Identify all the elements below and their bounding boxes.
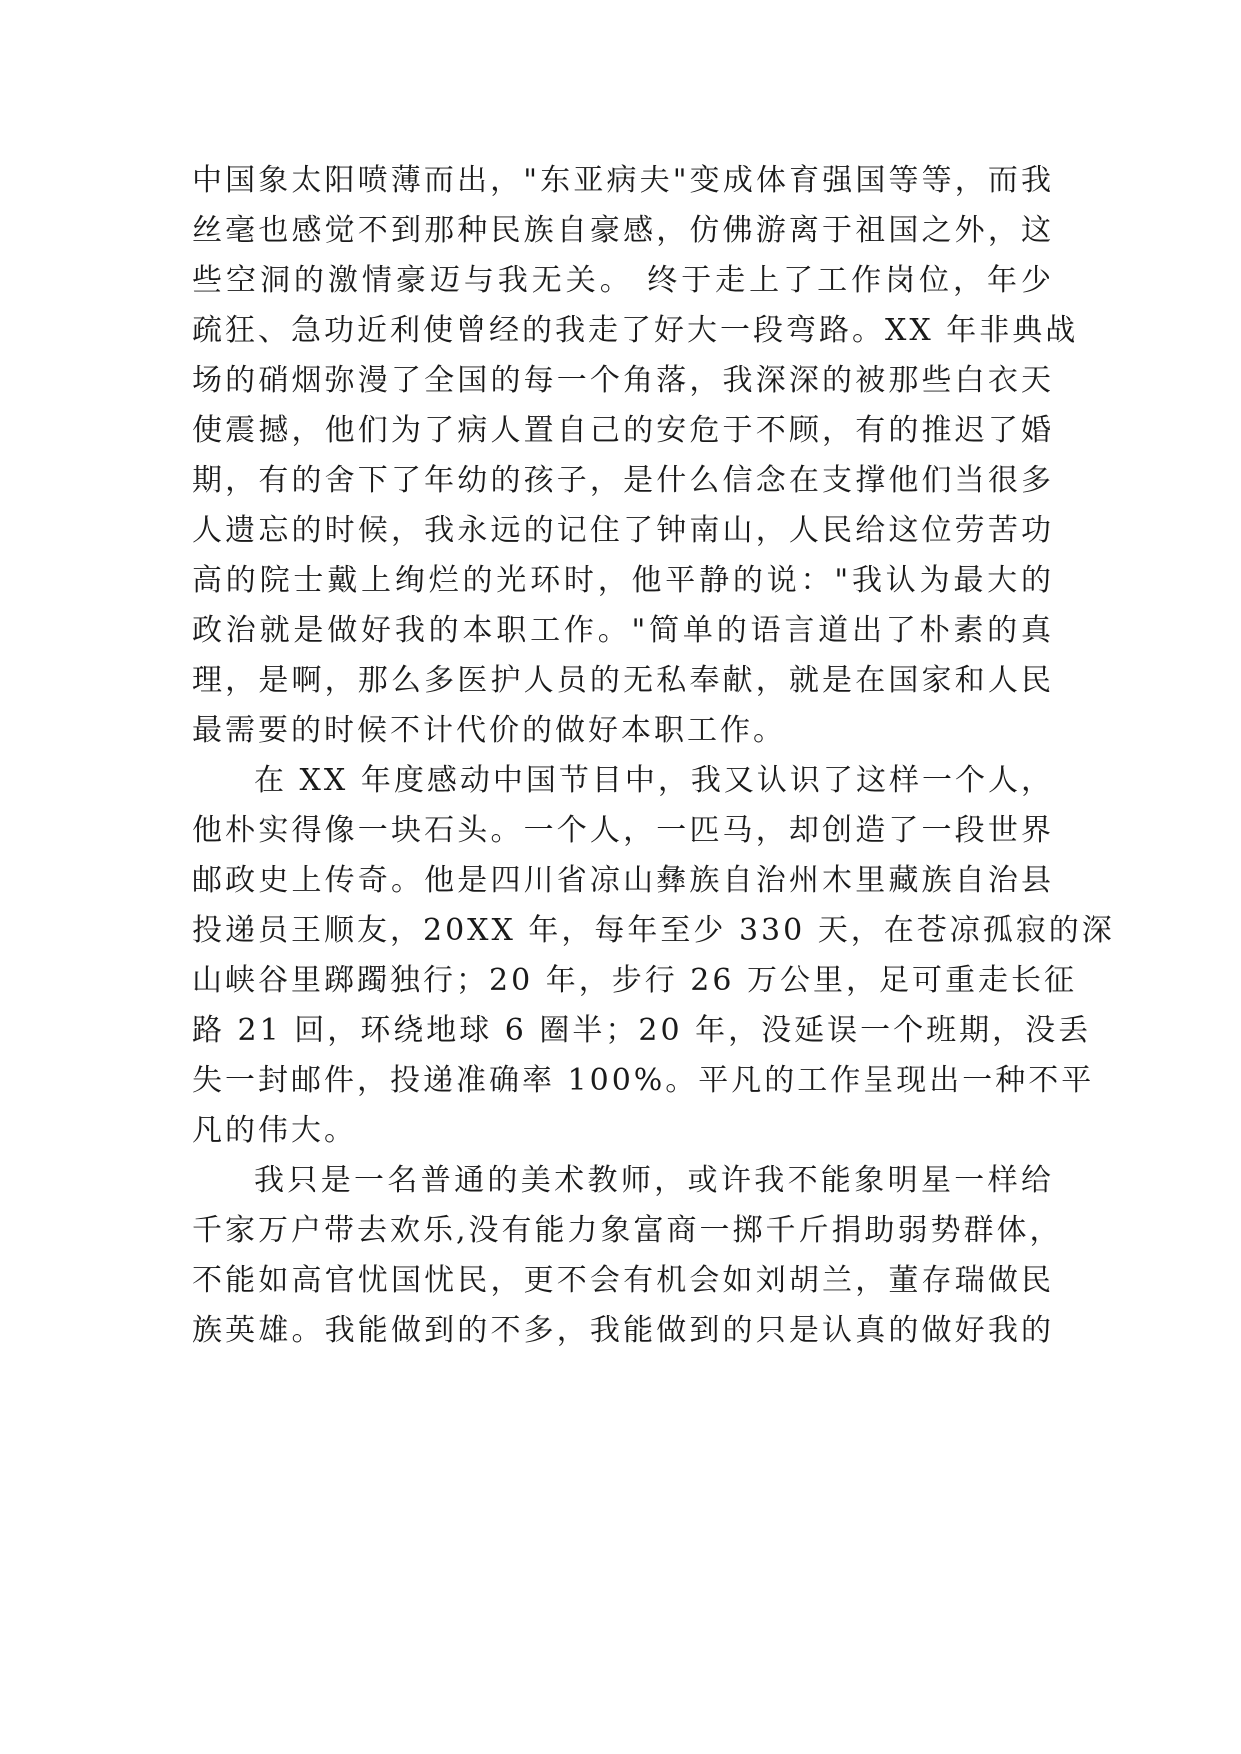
paragraph-3 <box>192 1156 1063 1356</box>
text-line: 理，是啊，那么多医护人员的无私奉献，就是在国家和人民 <box>192 663 1054 698</box>
text-line: 疏狂、急功近利使曾经的我走了好大一段弯路。XX 年非典战 <box>192 313 1079 348</box>
text-line: 场的硝烟弥漫了全国的每一个角落，我深深的被那些白衣天 <box>192 363 1054 398</box>
text-line: 最需要的时候不计代价的做好本职工作。 <box>192 713 786 748</box>
text-line: 丝毫也感觉不到那种民族自豪感，仿佛游离于祖国之外，这 <box>192 213 1054 248</box>
text-line: 中国象太阳喷薄而出，"东亚病夫"变成体育强国等等，而我 <box>192 163 1054 198</box>
paragraph-2 <box>192 756 1115 1156</box>
text-line: 高的院士戴上绚烂的光环时，他平静的说："我认为最大的 <box>192 563 1054 598</box>
text-line: 在 XX 年度感动中国节目中，我又认识了这样一个人， <box>254 763 1054 798</box>
text-line: 族英雄。我能做到的不多，我能做到的只是认真的做好我的 <box>192 1313 1054 1348</box>
text-line: 千家万户带去欢乐,没有能力象富商一掷千斤捐助弱势群体， <box>192 1213 1063 1248</box>
text-line: 人遗忘的时候，我永远的记住了钟南山，人民给这位劳苦功 <box>192 513 1054 548</box>
text-line: 凡的伟大。 <box>192 1113 357 1148</box>
paragraph-1 <box>192 156 1079 756</box>
text-line: 政治就是做好我的本职工作。"简单的语言道出了朴素的真 <box>192 613 1054 648</box>
text-line: 失一封邮件，投递准确率 100%。平凡的工作呈现出一种不平 <box>192 1063 1095 1098</box>
text-line: 些空洞的激情豪迈与我无关。 终于走上了工作岗位，年少 <box>192 263 1054 298</box>
text-line: 投递员王顺友，20XX 年，每年至少 330 天，在苍凉孤寂的深 <box>192 913 1115 948</box>
text-line: 不能如高官忧国忧民，更不会有机会如刘胡兰，董存瑞做民 <box>192 1263 1054 1298</box>
text-line: 他朴实得像一块石头。一个人，一匹马，却创造了一段世界 <box>192 813 1054 848</box>
text-line: 山峡谷里踯躅独行；20 年，步行 26 万公里，足可重走长征 <box>192 963 1077 998</box>
text-line: 邮政史上传奇。他是四川省凉山彝族自治州木里藏族自治县 <box>192 863 1054 898</box>
text-line: 路 21 回，环绕地球 6 圈半；20 年，没延误一个班期，没丢 <box>192 1013 1092 1048</box>
body-text <box>192 156 1115 1356</box>
text-line: 期，有的舍下了年幼的孩子，是什么信念在支撑他们当很多 <box>192 463 1054 498</box>
text-line: 我只是一名普通的美术教师，或许我不能象明星一样给 <box>254 1163 1054 1198</box>
text-line: 使震撼，他们为了病人置自己的安危于不顾，有的推迟了婚 <box>192 413 1054 448</box>
